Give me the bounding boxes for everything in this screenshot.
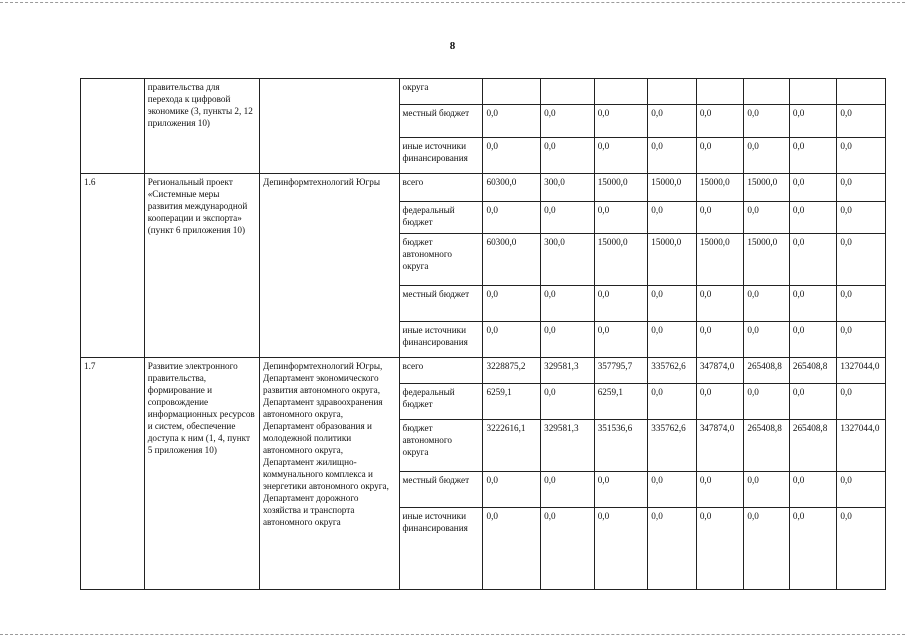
cell-value: 0,0: [789, 286, 837, 322]
cell-value: 6259,1: [483, 384, 541, 420]
cell-value: 0,0: [541, 105, 595, 138]
cell-value: 0,0: [696, 105, 744, 138]
cell-value: 0,0: [648, 472, 697, 508]
cell-executor: Депинформтехнологий Югры, Департамент экономического развития автономного округа, Департамент здравоохранения автономного округа, Департамент образования и молодежной политики автономного округа, Департамент жилищно-коммунального комплекса и энергетики автономного округа, Департамент дорожного хозяйства и транспорта автономного округа: [259, 358, 399, 590]
cell-value: 0,0: [837, 174, 886, 202]
cell-value: 0,0: [789, 234, 837, 286]
cell-value: 357795,7: [594, 358, 648, 384]
cell-value: 0,0: [594, 322, 648, 358]
cell-value: 300,0: [541, 174, 595, 202]
cell-value: [837, 79, 886, 105]
cell-value: 0,0: [744, 202, 790, 234]
cell-value: 335762,6: [648, 420, 697, 472]
cell-value: 347874,0: [696, 358, 744, 384]
table-row: [81, 174, 886, 202]
cell-value: 0,0: [744, 384, 790, 420]
cell-value: 329581,3: [541, 420, 595, 472]
cell-value: 3222616,1: [483, 420, 541, 472]
cell-value: 6259,1: [594, 384, 648, 420]
cell-value: 0,0: [541, 138, 595, 174]
page-number: 8: [449, 40, 456, 52]
cell-value: 15000,0: [696, 234, 744, 286]
cell-value: 15000,0: [648, 174, 697, 202]
cell-source: местный бюджет: [399, 286, 483, 322]
cell-value: [648, 79, 697, 105]
cell-value: 60300,0: [483, 174, 541, 202]
cell-value: 0,0: [696, 322, 744, 358]
table-body: [81, 79, 886, 590]
cell-value: 15000,0: [594, 174, 648, 202]
cell-value: 0,0: [541, 322, 595, 358]
cell-value: 0,0: [837, 322, 886, 358]
cell-value: 0,0: [744, 286, 790, 322]
cell-value: 0,0: [594, 508, 648, 590]
cell-value: 300,0: [541, 234, 595, 286]
cell-name: Развитие электронного правительства, формирование и сопровождение информационных ресурсов и систем, обеспечение доступа к ним (1, 4, пункт 5 приложения 10): [144, 358, 259, 590]
cell-value: 0,0: [789, 138, 837, 174]
cell-source: округа: [399, 79, 483, 105]
cell-value: 335762,6: [648, 358, 697, 384]
scan-top-edge: [0, 2, 905, 3]
cell-value: 0,0: [789, 508, 837, 590]
cell-value: 0,0: [744, 138, 790, 174]
cell-num: [81, 79, 145, 174]
cell-value: 0,0: [837, 202, 886, 234]
cell-value: 351536,6: [594, 420, 648, 472]
cell-value: 265408,8: [789, 358, 837, 384]
cell-value: 0,0: [483, 322, 541, 358]
cell-value: 15000,0: [648, 234, 697, 286]
cell-value: 0,0: [483, 105, 541, 138]
cell-value: 0,0: [789, 322, 837, 358]
cell-value: 0,0: [837, 234, 886, 286]
cell-value: 0,0: [483, 508, 541, 590]
cell-value: 0,0: [789, 105, 837, 138]
cell-source: федеральный бюджет: [399, 384, 483, 420]
cell-value: 0,0: [837, 138, 886, 174]
cell-value: 0,0: [594, 105, 648, 138]
cell-value: 265408,8: [789, 420, 837, 472]
cell-value: [789, 79, 837, 105]
cell-value: 0,0: [648, 322, 697, 358]
cell-value: 3228875,2: [483, 358, 541, 384]
cell-source: иные источники финансирования: [399, 138, 483, 174]
cell-value: 0,0: [648, 202, 697, 234]
cell-value: 329581,3: [541, 358, 595, 384]
cell-value: 0,0: [541, 508, 595, 590]
cell-value: 0,0: [541, 384, 595, 420]
cell-value: 0,0: [696, 202, 744, 234]
cell-value: 0,0: [541, 472, 595, 508]
cell-value: 0,0: [483, 202, 541, 234]
cell-value: 0,0: [541, 202, 595, 234]
cell-source: бюджет автономного округа: [399, 234, 483, 286]
cell-value: 0,0: [837, 384, 886, 420]
cell-value: 0,0: [648, 508, 697, 590]
cell-value: 347874,0: [696, 420, 744, 472]
cell-value: 0,0: [483, 472, 541, 508]
cell-value: 0,0: [648, 384, 697, 420]
cell-value: 60300,0: [483, 234, 541, 286]
cell-value: 1327044,0: [837, 358, 886, 384]
cell-value: 0,0: [696, 138, 744, 174]
cell-value: 0,0: [594, 286, 648, 322]
cell-value: 15000,0: [594, 234, 648, 286]
cell-value: 0,0: [744, 508, 790, 590]
cell-value: 0,0: [837, 472, 886, 508]
cell-value: 0,0: [837, 286, 886, 322]
cell-value: 15000,0: [696, 174, 744, 202]
cell-num: 1.6: [81, 174, 145, 358]
cell-source: иные источники финансирования: [399, 508, 483, 590]
cell-source: местный бюджет: [399, 105, 483, 138]
cell-value: 0,0: [837, 105, 886, 138]
cell-source: местный бюджет: [399, 472, 483, 508]
cell-source: всего: [399, 358, 483, 384]
cell-source: федеральный бюджет: [399, 202, 483, 234]
cell-value: 1327044,0: [837, 420, 886, 472]
cell-executor: Депинформтехнологий Югры: [259, 174, 399, 358]
cell-value: 0,0: [837, 508, 886, 590]
cell-value: [594, 79, 648, 105]
cell-value: 0,0: [594, 202, 648, 234]
cell-executor: [259, 79, 399, 174]
cell-value: 0,0: [789, 384, 837, 420]
cell-value: 0,0: [789, 174, 837, 202]
budget-table: [80, 78, 886, 590]
cell-value: 0,0: [648, 138, 697, 174]
scan-bottom-edge: [0, 634, 905, 635]
cell-value: 0,0: [789, 202, 837, 234]
cell-value: 0,0: [483, 138, 541, 174]
cell-value: 0,0: [648, 105, 697, 138]
cell-value: 0,0: [696, 508, 744, 590]
cell-value: 0,0: [696, 286, 744, 322]
cell-value: 0,0: [744, 472, 790, 508]
table-row: [81, 358, 886, 384]
cell-value: 0,0: [696, 384, 744, 420]
cell-value: 0,0: [541, 286, 595, 322]
cell-name: Региональный проект «Системные меры развития международной кооперации и экспорта» (пункт 6 приложения 10): [144, 174, 259, 358]
cell-value: 0,0: [696, 472, 744, 508]
cell-value: 265408,8: [744, 358, 790, 384]
cell-value: [744, 79, 790, 105]
cell-value: 0,0: [483, 286, 541, 322]
cell-value: 0,0: [744, 105, 790, 138]
cell-source: бюджет автономного округа: [399, 420, 483, 472]
cell-value: 0,0: [648, 286, 697, 322]
cell-source: всего: [399, 174, 483, 202]
cell-value: [483, 79, 541, 105]
cell-value: 265408,8: [744, 420, 790, 472]
cell-value: 0,0: [594, 472, 648, 508]
cell-value: 15000,0: [744, 234, 790, 286]
cell-num: 1.7: [81, 358, 145, 590]
cell-name: правительства для перехода к цифровой экономике (3, пункты 2, 12 приложения 10): [144, 79, 259, 174]
cell-value: 0,0: [594, 138, 648, 174]
cell-value: [541, 79, 595, 105]
cell-value: 0,0: [789, 472, 837, 508]
cell-value: [696, 79, 744, 105]
cell-source: иные источники финансирования: [399, 322, 483, 358]
table-row: [81, 79, 886, 105]
cell-value: 0,0: [744, 322, 790, 358]
cell-value: 15000,0: [744, 174, 790, 202]
